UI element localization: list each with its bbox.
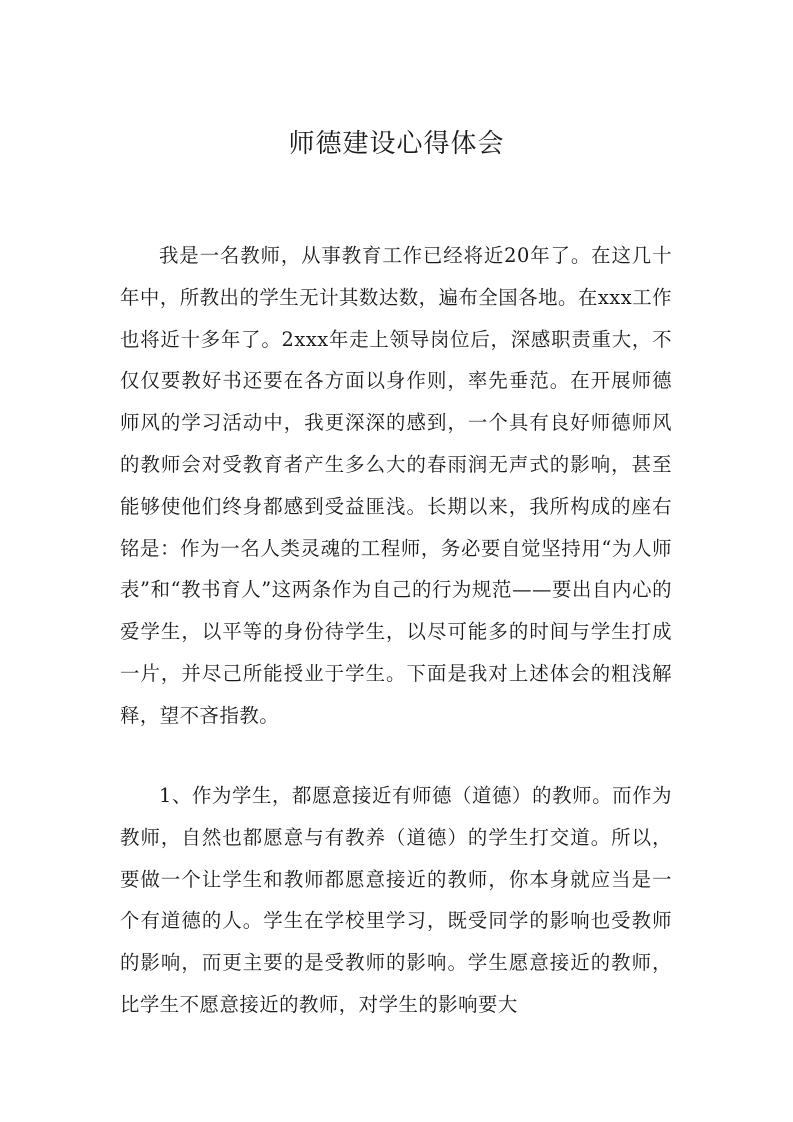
document-title: 师德建设心得体会 <box>288 129 505 159</box>
paragraph-2: 1、作为学生，都愿意接近有师德（道德）的教师。而作为教师，自然也都愿意与有教养（道德）的学生打交道。所以，要做一个让学生和教师都愿意接近的教师，你本身就应当是一个有道德的人。学生在学校里学习，既受同学的影响也受教师的影响，而更主要的是受教师的影响。学生愿意接近的教师，比学生不愿意接近的教师，对学生的影响要大 <box>120 784 672 1016</box>
paragraph-1: 我是一名教师，从事教育工作已经将近20年了。在这几十年中，所教出的学生无计其数达数，遍布全国各地。在xxx工作也将近十多年了。2xxx年走上领导岗位后，深感职责重大，不仅仅要教好书还要在各方面以身作则，率先垂范。在开展师德师风的学习活动中，我更深深的感到，一个具有良好师德师风的教师会对受教育者产生多么大的春雨润无声式的影响，甚至能够使他们终身都感到受益匪浅。长期以来，我所构成的座右铭是：作为一名人类灵魂的工程师，务必要自觉坚持用“为人师表”和“教书育人”这两条作为自己的行为规范——要出自内心的爱学生，以平等的身份待学生，以尽可能多的时间与学生打成一片，并尽己所能授业于学生。下面是我对上述体会的粗浅解释，望不吝指教。 <box>120 244 672 727</box>
